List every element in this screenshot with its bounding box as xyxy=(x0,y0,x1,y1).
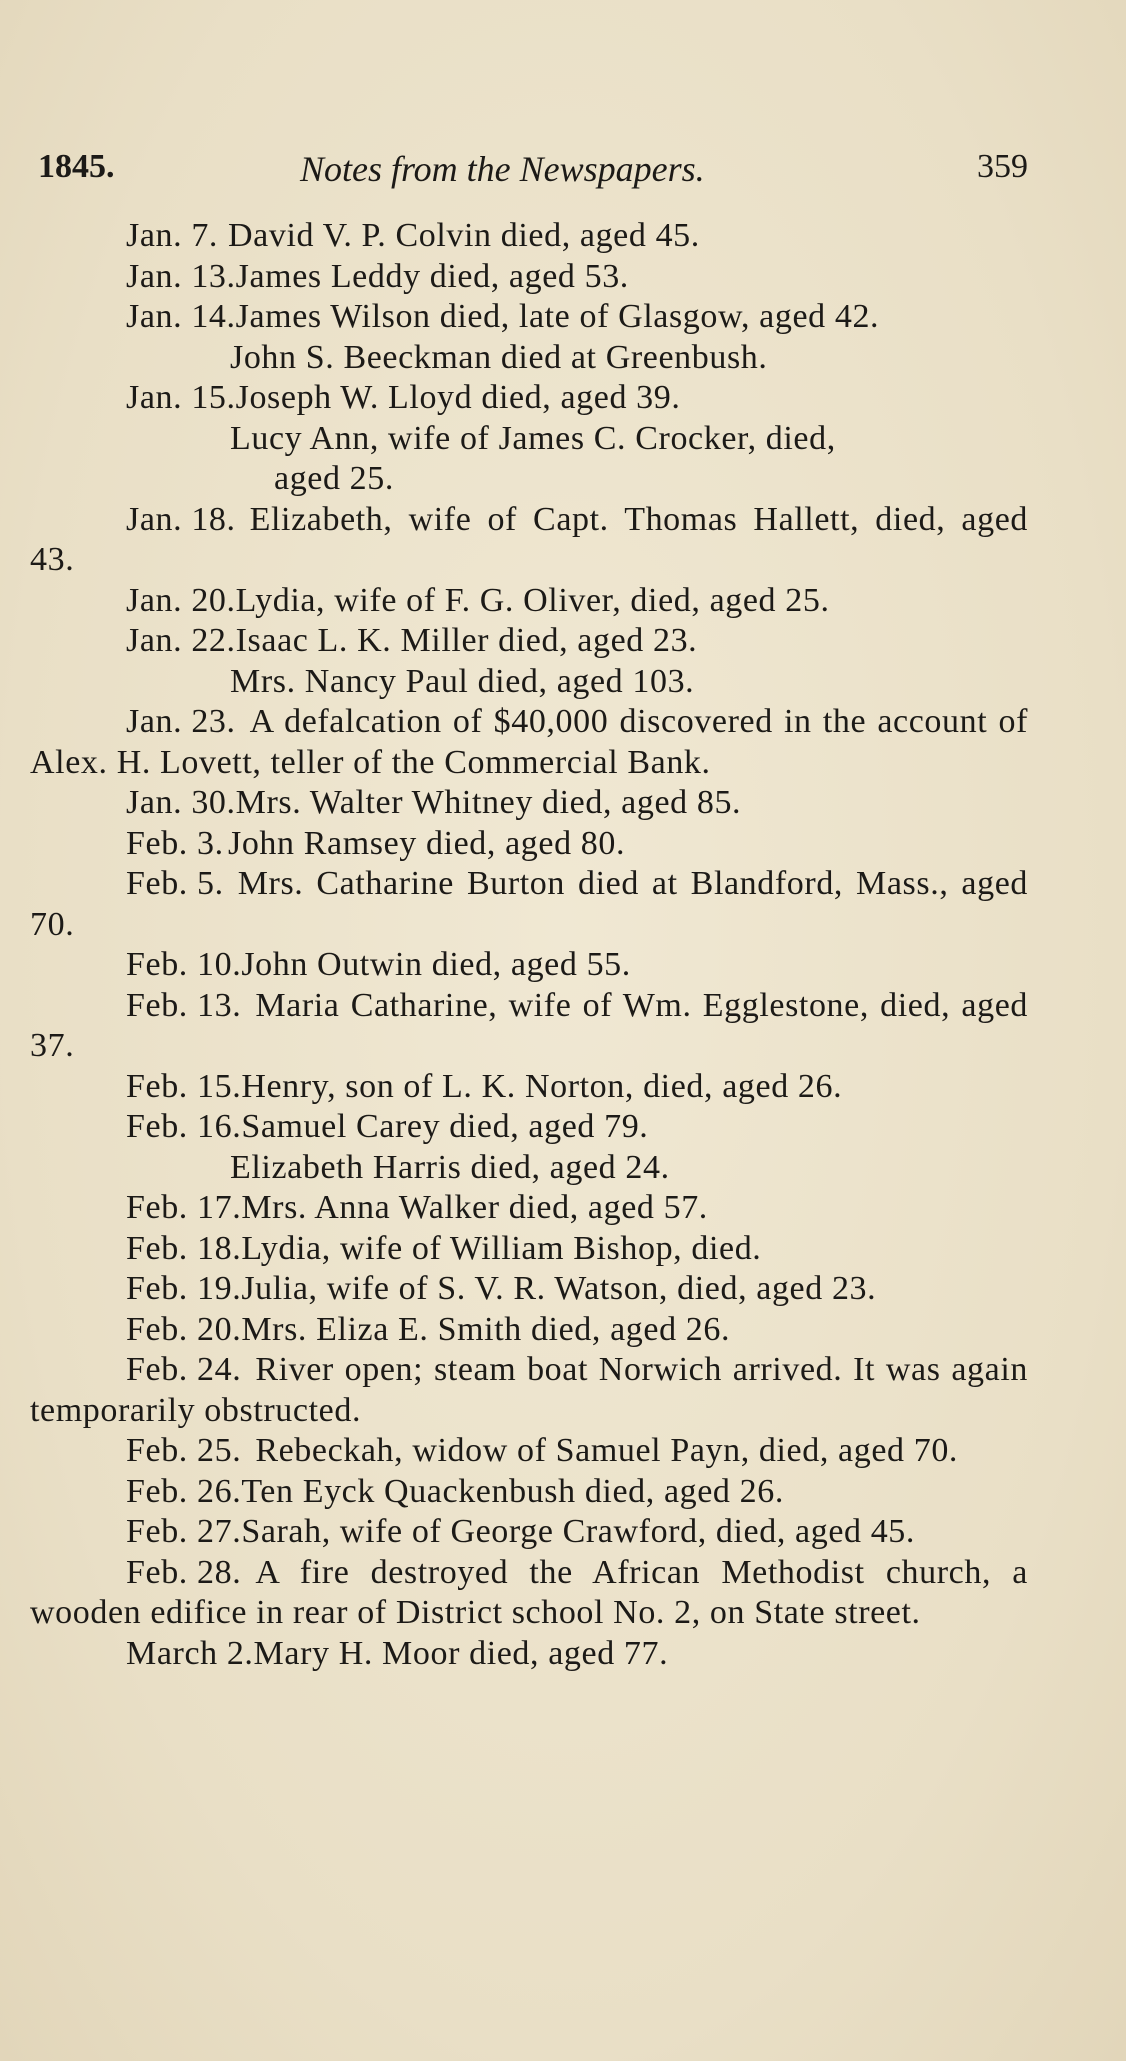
entry xyxy=(30,581,1028,622)
entry xyxy=(30,1188,1028,1229)
entry-text: Mrs. Anna Walker died, aged 57. xyxy=(241,1189,708,1226)
header-year: 1845. xyxy=(38,148,115,185)
entry-date: Feb. 18. xyxy=(126,1229,242,1267)
entry-text: John Ramsey died, aged 80. xyxy=(228,824,626,862)
entry xyxy=(30,621,1028,662)
entry-text: Lucy Ann, wife of James C. Crocker, died, xyxy=(230,419,836,457)
entry-date: Feb. 5. xyxy=(126,865,224,902)
entry xyxy=(30,1431,1028,1472)
entry-date: Feb. 10. xyxy=(126,946,242,983)
entry-date: Jan. 22. xyxy=(126,622,236,659)
entry xyxy=(30,378,1028,419)
entry-text: Samuel Carey died, aged 79. xyxy=(241,1108,649,1145)
entry-date: Jan. 20. xyxy=(126,581,236,619)
entry xyxy=(30,1269,1028,1310)
entry xyxy=(30,1553,1028,1634)
entry xyxy=(30,1229,1028,1270)
entry-date: Feb. 13. xyxy=(126,986,242,1024)
entry-date: Feb. 16. xyxy=(126,1108,242,1145)
entry xyxy=(30,1067,1028,1108)
page-number: 359 xyxy=(977,148,1028,185)
entry xyxy=(30,1107,1028,1148)
entry-text: Mrs. Walter Whitney died, aged 85. xyxy=(235,784,742,821)
entry-text: Mrs. Catharine Burton died at Blandford, Mass., aged 70. xyxy=(30,865,1028,943)
entry-date: Jan. 23. xyxy=(126,703,236,740)
entry-date: Jan. 18. xyxy=(126,500,236,538)
entry-date: Feb. 25. xyxy=(126,1432,242,1469)
entry-text: Sarah, wife of George Crawford, died, aged 45. xyxy=(241,1513,916,1550)
entry-date: Feb. 24. xyxy=(126,1351,242,1388)
entry xyxy=(30,662,1028,703)
entry-date: March 2. xyxy=(126,1634,254,1672)
entry xyxy=(30,419,1028,460)
entry-text: Rebeckah, widow of Samuel Payn, died, aged 70. xyxy=(255,1432,959,1469)
entry-text: Mrs. Nancy Paul died, aged 103. xyxy=(230,662,695,700)
entry-date: Feb. 17. xyxy=(126,1189,242,1226)
entry xyxy=(30,945,1028,986)
entry xyxy=(30,783,1028,824)
entry xyxy=(30,257,1028,298)
header-title: Notes from the Newspapers. xyxy=(300,149,705,189)
entry xyxy=(30,297,1028,338)
entry-date: Feb. 28. xyxy=(126,1553,242,1591)
entry-date: Feb. 15. xyxy=(126,1067,242,1105)
entry-text: Isaac L. K. Miller died, aged 23. xyxy=(235,622,698,659)
entry-date: Jan. 15. xyxy=(126,379,236,416)
entry-text: David V. P. Colvin died, aged 45. xyxy=(228,217,700,254)
entry-text: aged 25. xyxy=(274,460,394,497)
entry xyxy=(30,864,1028,945)
entry-date: Jan. 13. xyxy=(126,257,236,295)
entry xyxy=(30,459,1028,500)
entry-text: A fire destroyed the African Methodist church, a wooden edifice in rear of District school No. 2, on State street. xyxy=(30,1553,1028,1631)
entry-text: Lydia, wife of William Bishop, died. xyxy=(241,1229,762,1267)
entry-text: River open; steam boat Norwich arrived. It was again temporarily obstructed. xyxy=(30,1351,1028,1429)
entry xyxy=(30,986,1028,1067)
entry xyxy=(30,702,1028,783)
entry-text: Elizabeth, wife of Capt. Thomas Hallett, died, aged 43. xyxy=(30,500,1028,578)
entry xyxy=(30,1472,1028,1513)
entry-date: Jan. 7. xyxy=(126,217,219,254)
entry-date: Jan. 30. xyxy=(126,784,236,821)
entry-text: A defalcation of $40,000 discovered in the account of Alex. H. Lovett, teller of the Commercial Bank. xyxy=(30,703,1028,781)
entry-date: Feb. 26. xyxy=(126,1472,242,1510)
entry-date: Feb. 3. xyxy=(126,824,224,862)
entry-text: Elizabeth Harris died, aged 24. xyxy=(230,1148,670,1186)
entry-text: Maria Catharine, wife of Wm. Egglestone, died, aged 37. xyxy=(30,986,1028,1064)
entry xyxy=(30,500,1028,581)
entry xyxy=(30,1148,1028,1189)
entry xyxy=(30,216,1028,257)
entry-text: Henry, son of L. K. Norton, died, aged 26. xyxy=(241,1067,843,1105)
entries-list xyxy=(30,216,1028,1674)
entry xyxy=(30,1310,1028,1351)
entry-text: Mrs. Eliza E. Smith died, aged 26. xyxy=(241,1310,731,1348)
entry xyxy=(30,824,1028,865)
entry xyxy=(30,338,1028,379)
entry-text: John Outwin died, aged 55. xyxy=(241,946,631,983)
entry xyxy=(30,1350,1028,1431)
entry-date: Feb. 27. xyxy=(126,1513,242,1550)
entry-text: James Wilson died, late of Glasgow, aged 42. xyxy=(235,298,880,335)
entry-date: Jan. 14. xyxy=(126,298,236,335)
entry xyxy=(30,1512,1028,1553)
entry-date: Feb. 20. xyxy=(126,1310,242,1348)
entry-text: Lydia, wife of F. G. Oliver, died, aged 25. xyxy=(235,581,830,619)
entry xyxy=(30,1634,1028,1675)
entry-date: Feb. 19. xyxy=(126,1270,242,1307)
entry-text: Julia, wife of S. V. R. Watson, died, aged 23. xyxy=(241,1270,877,1307)
entry-text: James Leddy died, aged 53. xyxy=(235,257,629,295)
running-header xyxy=(38,148,1028,194)
entry-text: Mary H. Moor died, aged 77. xyxy=(253,1634,669,1672)
entry-text: Joseph W. Lloyd died, aged 39. xyxy=(235,379,681,416)
entry-text: John S. Beeckman died at Greenbush. xyxy=(230,338,768,376)
entry-text: Ten Eyck Quackenbush died, aged 26. xyxy=(241,1472,784,1510)
